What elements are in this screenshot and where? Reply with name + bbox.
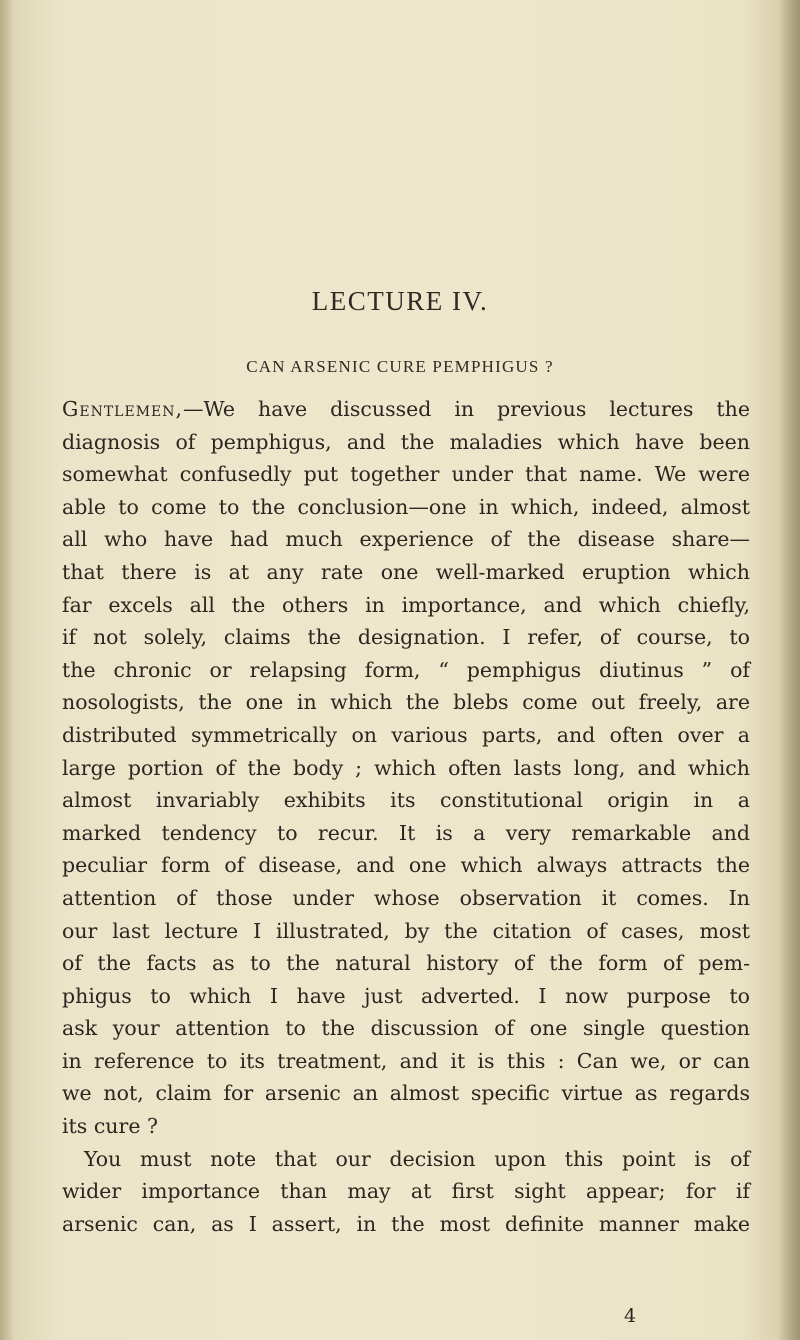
text-line: nosologists, the one in which the blebs come out freely, are <box>62 690 750 715</box>
text-line: peculiar form of disease, and one which always attracts the <box>62 853 750 878</box>
page-left-edge-shadow <box>0 0 14 1340</box>
text-line: our last lecture I illustrated, by the citation of cases, most <box>62 918 750 943</box>
text-line: all who have had much experience of the disease share— <box>62 527 750 552</box>
text-line: of the facts as to the natural history of the form of pem- <box>62 951 750 976</box>
text-line: almost invariably exhibits its constitutional origin in a <box>62 788 750 813</box>
text-line: You must note that our decision upon this point is of <box>84 1146 750 1171</box>
body-text <box>62 393 750 1240</box>
text-line: able to come to the conclusion—one in which, indeed, almost <box>62 494 750 519</box>
text-line: attention of those under whose observation it comes. In <box>62 885 750 910</box>
text-line: in reference to its treatment, and it is this : Can we, or can <box>62 1048 750 1073</box>
lecture-heading: LECTURE IV. <box>311 286 489 316</box>
text-line <box>62 393 750 426</box>
text-line-rest: —We have discussed in previous lectures the <box>183 397 750 421</box>
text-line: phigus to which I have just adverted. I now purpose to <box>62 983 750 1008</box>
opening-word: Gentlemen, <box>62 397 184 421</box>
text-line: ask your attention to the discussion of one single question <box>62 1016 750 1041</box>
paragraph-1 <box>62 393 750 1143</box>
text-line: somewhat confusedly put together under that name. We were <box>62 462 750 487</box>
text-line: we not, claim for arsenic an almost specific virtue as regards <box>62 1081 750 1106</box>
text-line: marked tendency to recur. It is a very remarkable and <box>62 820 750 845</box>
text-line: arsenic can, as I assert, in the most definite manner make <box>62 1211 750 1236</box>
text-line: large portion of the body ; which often lasts long, and which <box>62 755 750 780</box>
paragraph-2 <box>62 1143 750 1241</box>
text-line: wider importance than may at first sight appear; for if <box>62 1179 750 1204</box>
text-line: the chronic or relapsing form, “ pemphigus diutinus ” of <box>62 657 750 682</box>
lecture-subheading: CAN ARSENIC CURE PEMPHIGUS ? <box>246 357 554 376</box>
text-line: diagnosis of pemphigus, and the maladies which have been <box>62 429 750 454</box>
text-line: far excels all the others in importance, and which chiefly, <box>62 592 750 617</box>
text-line: if not solely, claims the designation. I refer, of course, to <box>62 625 750 650</box>
text-line: distributed symmetrically on various parts, and often over a <box>62 722 750 747</box>
page-right-edge-shadow <box>778 0 800 1340</box>
page-signature-mark: 4 <box>624 1305 637 1327</box>
text-line: that there is at any rate one well-marked eruption which <box>62 559 750 584</box>
text-line-last: its cure ? <box>62 1114 158 1139</box>
